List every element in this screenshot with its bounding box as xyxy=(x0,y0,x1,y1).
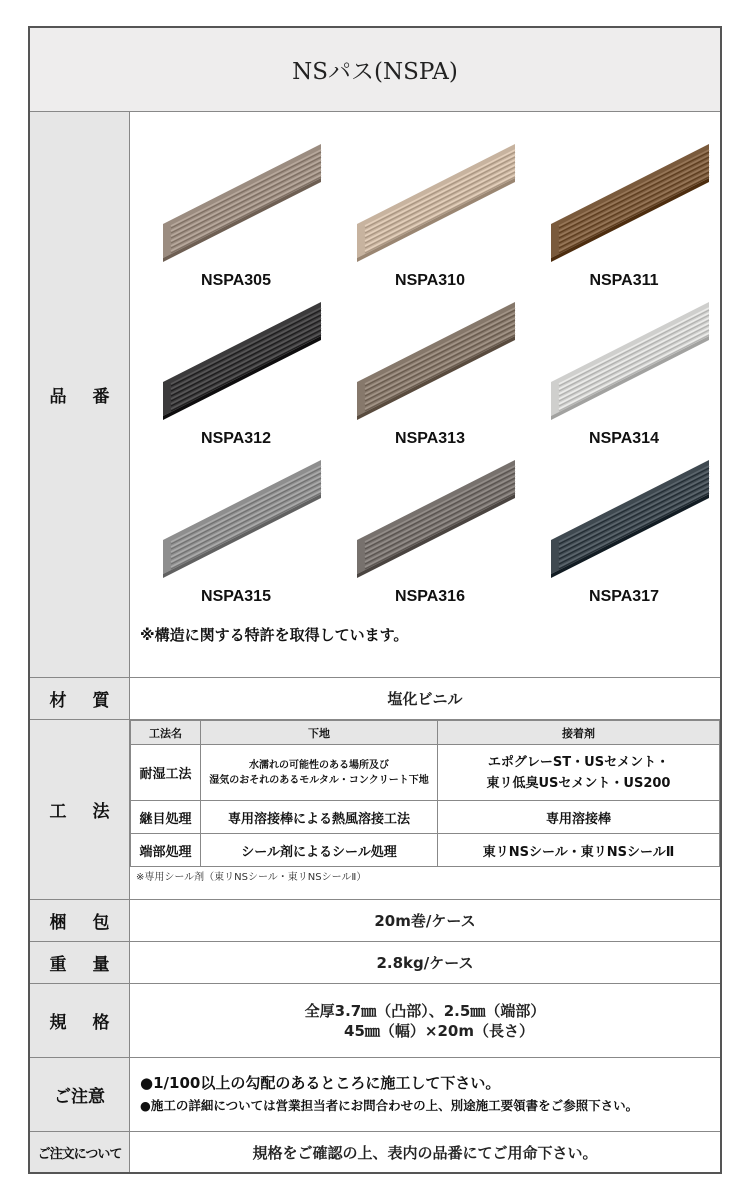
label-weight: 重 量 xyxy=(30,942,130,983)
caution-line: ●施工の詳細については営業担当者にお問合わせの上、別途施工要領書をご参照下さい。 xyxy=(140,1098,639,1113)
product-code: NSPA313 xyxy=(395,430,465,447)
caution-text xyxy=(140,1072,638,1114)
spec-row xyxy=(30,984,720,1058)
strip-rib-highlight xyxy=(365,476,515,552)
strip-rib-highlight xyxy=(559,476,709,552)
method-base-line: 水濡れの可能性のある場所及び xyxy=(249,759,389,771)
product-row xyxy=(30,112,720,678)
weight-row xyxy=(30,942,720,984)
method-adhesive: 専用溶接棒 xyxy=(438,801,720,834)
product-swatch-image xyxy=(541,136,711,266)
method-name: 端部処理 xyxy=(131,834,201,867)
strip-rib-shadow xyxy=(365,473,515,549)
product-code: NSPA314 xyxy=(589,430,659,447)
label-product-no: 品 番 xyxy=(30,112,130,677)
strip-rib-shadow xyxy=(365,483,515,559)
strip-rib-shadow xyxy=(365,167,515,243)
product-code: NSPA312 xyxy=(201,430,271,447)
strip-rib-shadow xyxy=(171,478,321,554)
strip-body xyxy=(357,302,515,416)
strip-rib-shadow xyxy=(171,320,321,396)
product-code: NSPA315 xyxy=(201,588,271,605)
label-method: 工 法 xyxy=(30,720,130,899)
strip-rib-highlight xyxy=(559,328,709,404)
label-caution: ご注意 xyxy=(30,1058,130,1131)
product-code: NSPA305 xyxy=(201,272,271,289)
strip-rib-shadow xyxy=(171,325,321,401)
strip-rib-shadow xyxy=(559,167,709,243)
product-code: NSPA311 xyxy=(589,272,659,289)
product-swatch-image xyxy=(541,294,711,424)
strip-rib-shadow xyxy=(365,478,515,554)
strip-body xyxy=(357,460,515,574)
strip-rib-shadow xyxy=(559,483,709,559)
product-tile xyxy=(332,294,528,447)
strip-rib-highlight xyxy=(171,481,321,557)
strip-rib-shadow xyxy=(365,162,515,238)
spec-size: 45㎜（幅）×20m（長さ） xyxy=(344,1021,534,1040)
method-adhesive-line: 東リ低臭USセメント・US200 xyxy=(486,775,671,791)
method-table xyxy=(130,720,720,867)
strip-rib-shadow xyxy=(559,473,709,549)
method-row xyxy=(30,720,720,900)
strip-rib-highlight xyxy=(365,170,515,246)
method-base: シール剤によるシール処理 xyxy=(201,834,438,867)
strip-rib-highlight xyxy=(365,328,515,404)
strip-rib-highlight xyxy=(365,481,515,557)
method-adhesive-line: エポグレーST・USセメント・ xyxy=(487,754,670,770)
strip-rib-shadow xyxy=(365,325,515,401)
method-base-line: 湿気のおそれのあるモルタル・コンクリート下地 xyxy=(209,774,429,786)
page-title: NSパス(NSPA) xyxy=(30,28,720,112)
strip-rib-shadow xyxy=(559,325,709,401)
packing-value: 20m巻/ケース xyxy=(374,912,476,930)
strip-body xyxy=(551,144,709,258)
strip-body xyxy=(163,144,321,258)
label-material: 材 質 xyxy=(30,678,130,719)
product-tile xyxy=(138,136,334,289)
material-value: 塩化ビニル xyxy=(387,690,463,708)
strip-rib-shadow xyxy=(171,157,321,233)
product-swatch-image xyxy=(347,452,517,582)
strip-body xyxy=(163,302,321,416)
strip-rib-highlight xyxy=(365,165,515,241)
product-tile xyxy=(332,136,528,289)
product-swatch-image xyxy=(347,136,517,266)
strip-rib-highlight xyxy=(365,160,515,236)
product-code: NSPA310 xyxy=(395,272,465,289)
strip-rib-highlight xyxy=(365,323,515,399)
strip-rib-shadow xyxy=(559,478,709,554)
strip-rib-shadow xyxy=(559,162,709,238)
strip-rib-highlight xyxy=(171,486,321,562)
product-swatch-image xyxy=(347,294,517,424)
strip-rib-shadow xyxy=(171,162,321,238)
product-code: NSPA317 xyxy=(589,588,659,605)
product-tile xyxy=(526,136,722,289)
strip-body xyxy=(357,144,515,258)
header-base: 下地 xyxy=(201,721,438,745)
table-row xyxy=(131,834,720,867)
strip-rib-highlight xyxy=(171,328,321,404)
strip-rib-highlight xyxy=(559,165,709,241)
strip-rib-highlight xyxy=(559,323,709,399)
strip-rib-shadow xyxy=(171,483,321,559)
strip-rib-highlight xyxy=(559,318,709,394)
strip-rib-highlight xyxy=(171,165,321,241)
strip-rib-shadow xyxy=(171,167,321,243)
product-code: NSPA316 xyxy=(395,588,465,605)
product-swatch-image xyxy=(153,136,323,266)
strip-body xyxy=(551,302,709,416)
strip-rib-highlight xyxy=(559,170,709,246)
label-packing: 梱 包 xyxy=(30,900,130,941)
strip-rib-highlight xyxy=(171,323,321,399)
product-tile xyxy=(332,452,528,605)
spec-sheet xyxy=(28,26,722,1174)
strip-rib-shadow xyxy=(171,315,321,391)
strip-rib-highlight xyxy=(171,476,321,552)
product-tile xyxy=(138,452,334,605)
header-adhesive: 接着剤 xyxy=(438,721,720,745)
order-value: 規格をご確認の上、表内の品番にてご用命下さい。 xyxy=(252,1143,598,1162)
caution-line: ●1/100以上の勾配のあるところに施工して下さい。 xyxy=(140,1074,501,1092)
method-table-header xyxy=(131,721,720,745)
product-tile xyxy=(526,452,722,605)
strip-body xyxy=(551,460,709,574)
method-base xyxy=(201,745,438,801)
strip-body xyxy=(163,460,321,574)
weight-value: 2.8kg/ケース xyxy=(376,954,474,972)
spec-lines xyxy=(305,1001,546,1041)
material-row xyxy=(30,678,720,720)
method-name: 耐湿工法 xyxy=(131,745,201,801)
label-order: ご注文について xyxy=(30,1132,130,1172)
label-spec: 規 格 xyxy=(30,984,130,1057)
method-adhesive: 東リNSシール・東リNSシールⅡ xyxy=(438,834,720,867)
product-tile xyxy=(138,294,334,447)
spec-value xyxy=(130,984,720,1057)
strip-rib-highlight xyxy=(171,160,321,236)
product-swatch-image xyxy=(541,452,711,582)
strip-rib-shadow xyxy=(559,320,709,396)
strip-rib-shadow xyxy=(559,157,709,233)
method-name: 継目処理 xyxy=(131,801,201,834)
strip-rib-shadow xyxy=(365,315,515,391)
packing-row xyxy=(30,900,720,942)
strip-rib-highlight xyxy=(559,481,709,557)
strip-rib-highlight xyxy=(171,318,321,394)
header-method-name: 工法名 xyxy=(131,721,201,745)
caution-row xyxy=(30,1058,720,1132)
strip-rib-shadow xyxy=(559,315,709,391)
table-row xyxy=(131,801,720,834)
product-swatch-image xyxy=(153,452,323,582)
strip-rib-shadow xyxy=(365,320,515,396)
product-grid xyxy=(130,112,720,677)
product-tile xyxy=(526,294,722,447)
strip-rib-highlight xyxy=(559,160,709,236)
strip-rib-highlight xyxy=(365,486,515,562)
spec-thickness: 全厚3.7㎜（凸部）、2.5㎜（端部） xyxy=(304,1001,546,1020)
table-row xyxy=(131,745,720,801)
patent-note: ※構造に関する特許を取得しています。 xyxy=(140,626,409,644)
order-row xyxy=(30,1132,720,1172)
strip-rib-highlight xyxy=(171,170,321,246)
product-swatch-image xyxy=(153,294,323,424)
method-base: 専用溶接棒による熱風溶接工法 xyxy=(201,801,438,834)
strip-rib-highlight xyxy=(365,318,515,394)
sealant-note: ※専用シール剤（東リNSシール・東リNSシールⅡ） xyxy=(136,872,367,883)
strip-rib-shadow xyxy=(365,157,515,233)
strip-rib-highlight xyxy=(559,486,709,562)
strip-rib-shadow xyxy=(171,473,321,549)
method-adhesive xyxy=(438,745,720,801)
